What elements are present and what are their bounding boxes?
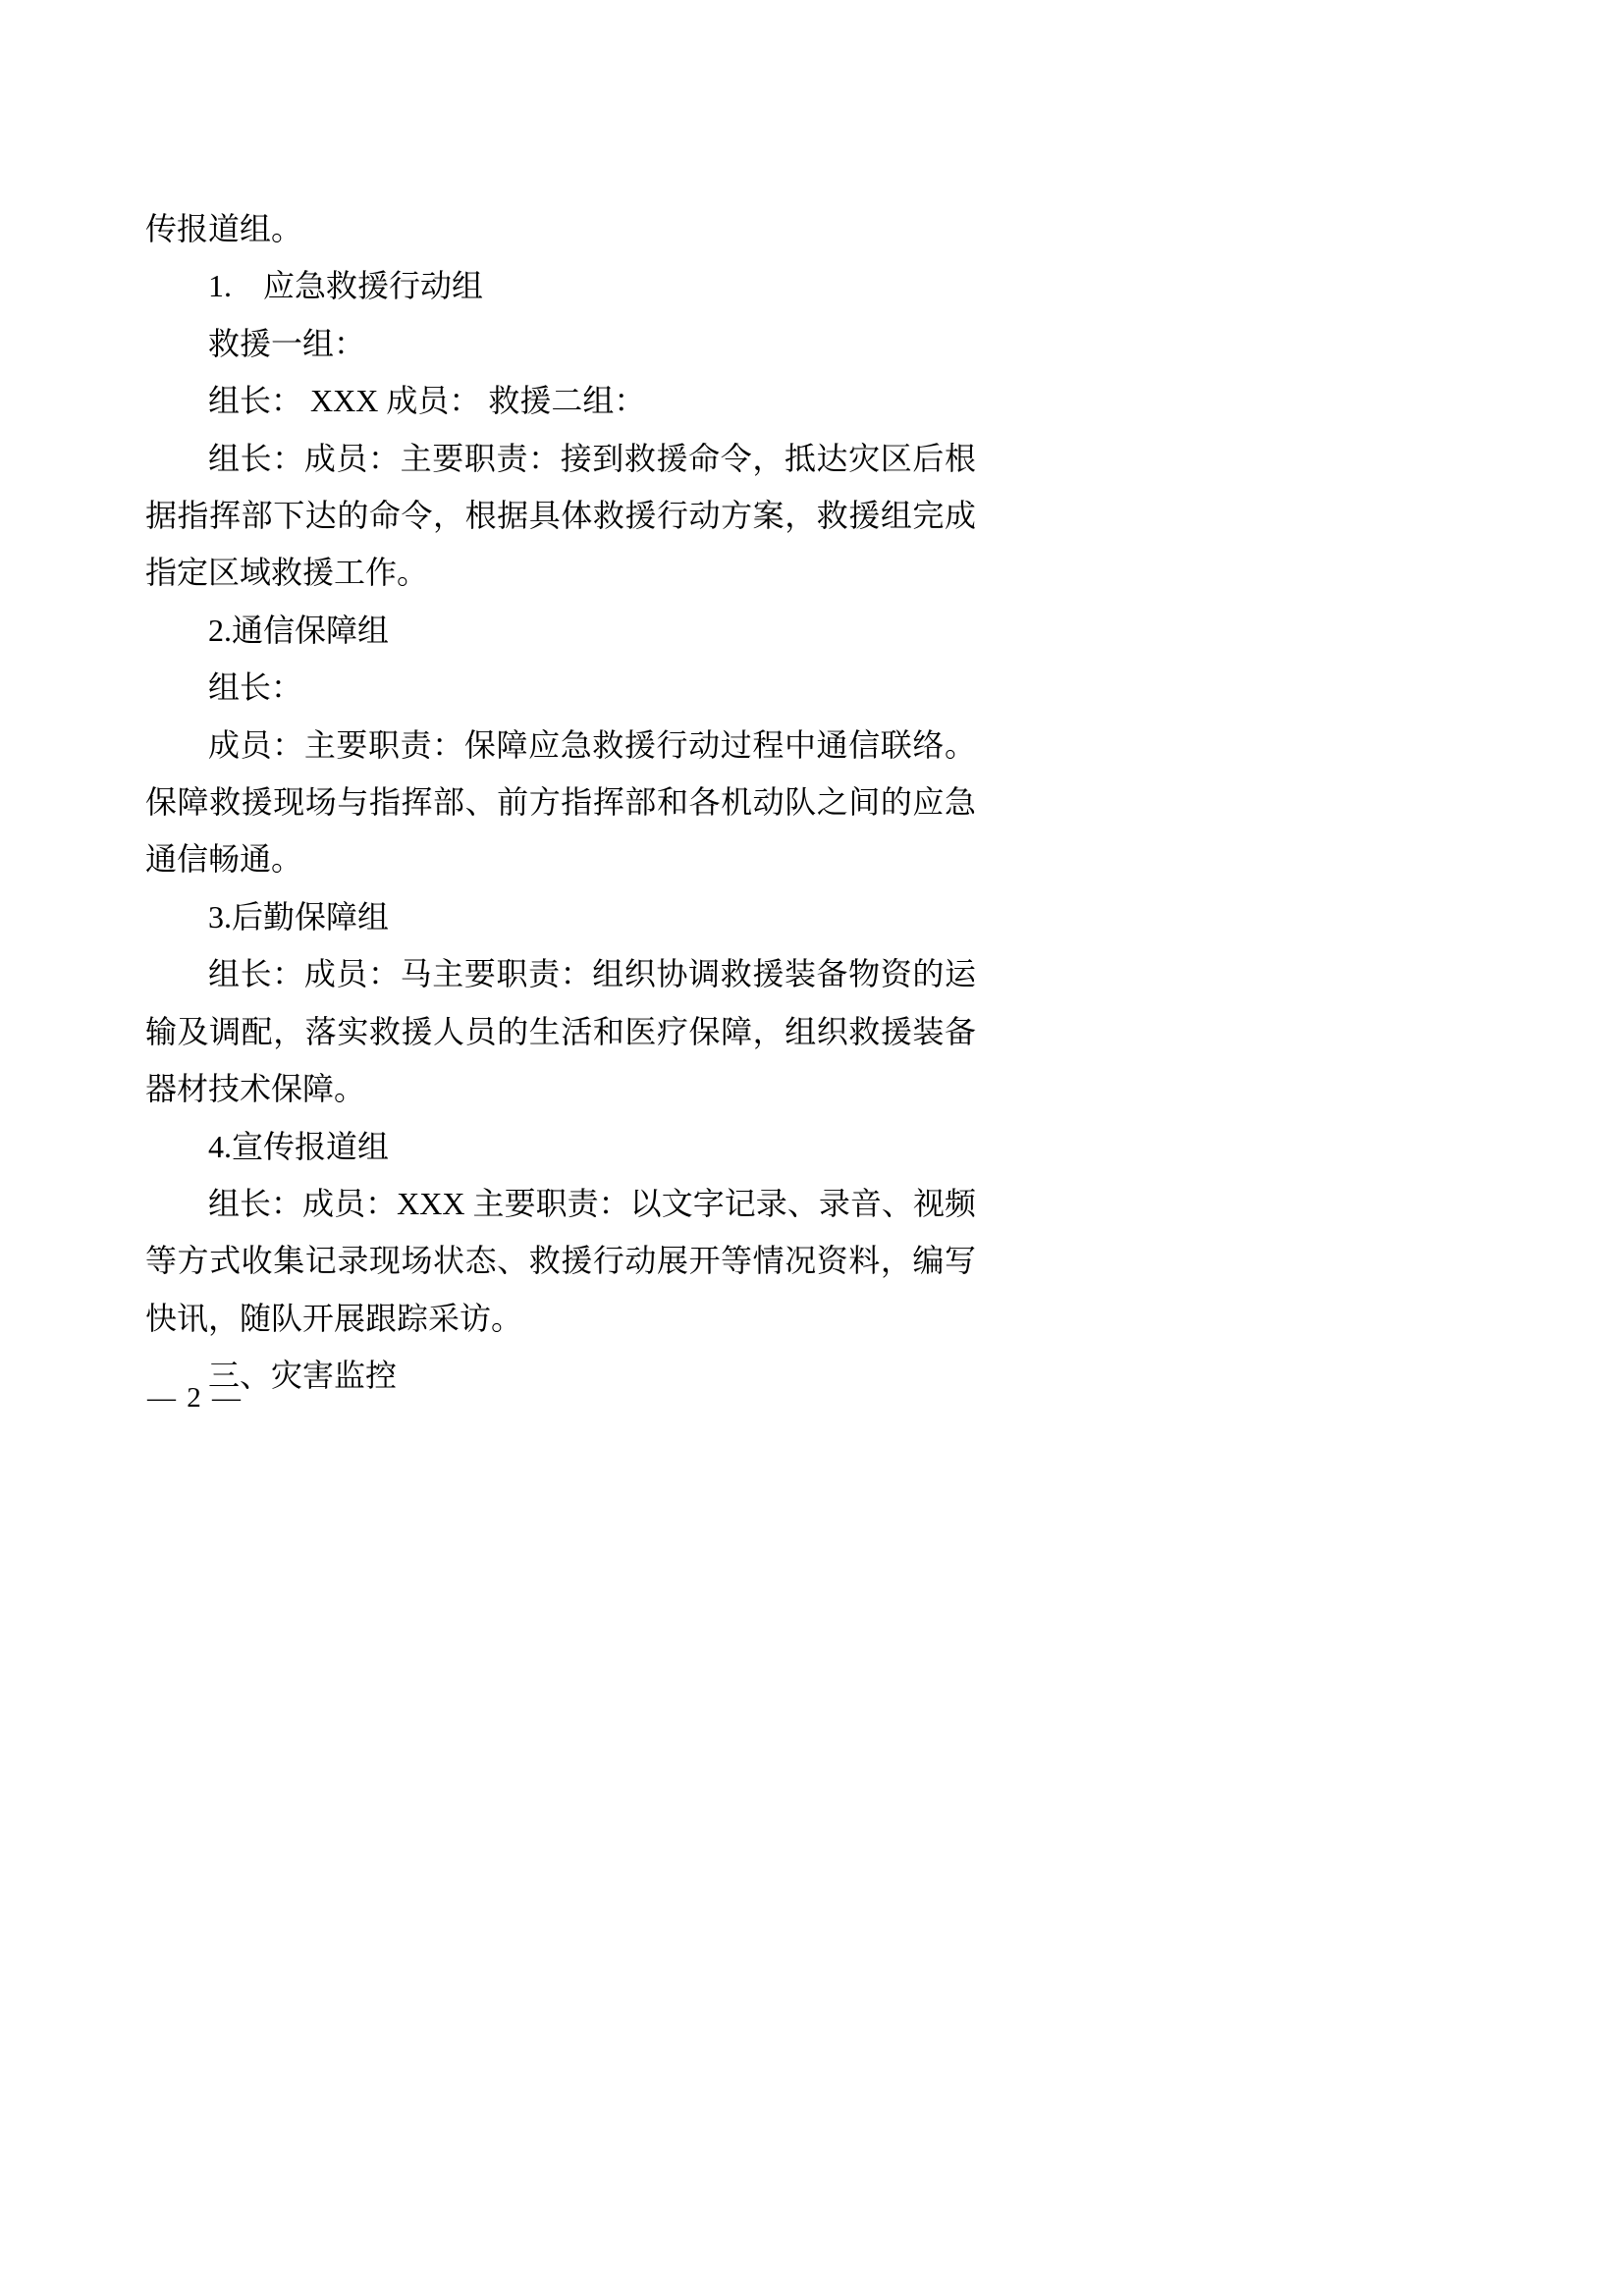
paragraph-rescue-team-one: 救援一组：: [208, 325, 366, 361]
heading-publicity-group: 4.宣传报道组: [208, 1128, 390, 1164]
heading-rescue-action-group: 1. 应急救援行动组: [208, 268, 484, 304]
page-number: — 2 —: [147, 1382, 243, 1414]
heading-communication-support-group: 2.通信保障组: [208, 612, 390, 648]
paragraph-logistics-duties: 组长：成员：马主要职责：组织协调救援装备物资的运输及调配，落实救援人员的生活和医疗保障，组织救援装备器材技术保障。: [145, 956, 976, 1107]
paragraph-comm-leader: 组长：: [208, 669, 303, 706]
paragraph-team-leader-members: 组长： XXX 成员： 救援二组：: [208, 383, 646, 419]
paragraph-continuation: 传报道组。: [145, 211, 303, 246]
heading-disaster-monitoring: 三、灾害监控: [208, 1358, 398, 1394]
paragraph-publicity-duties: 组长：成员：XXX 主要职责：以文字记录、录音、视频等方式收集记录现场状态、救援行动展开等情况资料，编写快讯，随队开展跟踪采访。: [145, 1185, 976, 1336]
heading-logistics-support-group: 3.后勤保障组: [208, 898, 390, 934]
paragraph-comm-duties: 成员：主要职责：保障应急救援行动过程中通信联络。保障救援现场与指挥部、前方指挥部和各机动队之间的应急通信畅通。: [145, 726, 976, 878]
paragraph-rescue-duties: 组长：成员：主要职责：接到救援命令，抵达灾区后根据指挥部下达的命令，根据具体救援行动方案，救援组完成指定区域救援工作。: [145, 440, 976, 591]
document-body: [145, 200, 976, 1405]
page-footer: [147, 1378, 243, 1417]
